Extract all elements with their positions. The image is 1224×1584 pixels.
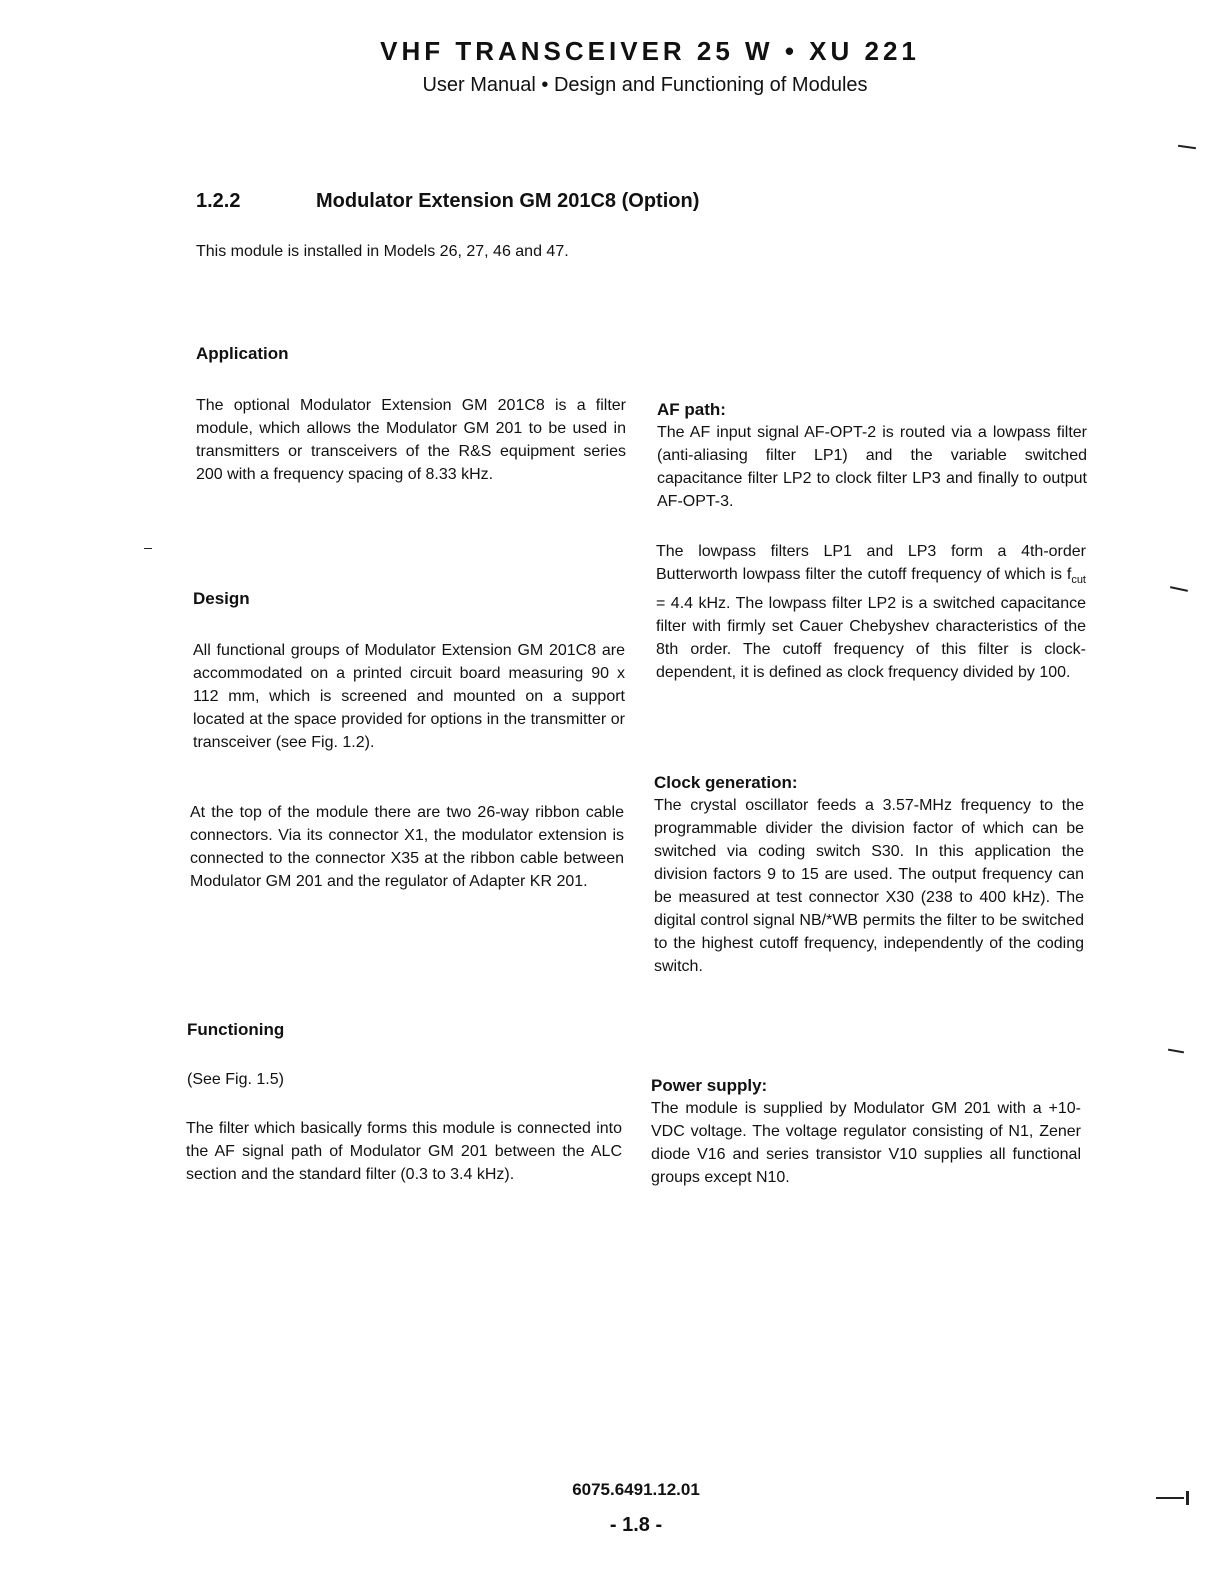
section-number: 1.2.2	[196, 190, 241, 212]
section-heading	[196, 190, 699, 213]
margin-mark	[1156, 1497, 1184, 1499]
page-number: - 1.8 -	[609, 1514, 663, 1536]
lowpass-paragraph	[656, 540, 1086, 684]
power-text: The module is supplied by Modulator GM 201 with a +10-VDC voltage. The voltage regulator consisting of N1, Zener diode V16 and series transistor V10 supplies all functional groups except N10.	[651, 1100, 1081, 1186]
margin-mark	[144, 548, 152, 549]
af-path-heading: AF path:	[657, 400, 726, 419]
section-intro: This module is installed in Models 26, 27, 46 and 47.	[196, 243, 569, 260]
functioning-heading: Functioning	[187, 1020, 285, 1039]
clock-section	[654, 771, 1084, 978]
design-text-1: All functional groups of Modulator Extension GM 201C8 are accommodated on a printed circuit board measuring 90 x 112 mm, which is screened and mounted on a support located at the space provided for options in the transmitter or transceiver (see Fig. 1.2).	[193, 642, 625, 751]
power-section	[651, 1074, 1081, 1189]
lowpass-subscript: cut	[1071, 574, 1086, 587]
functioning-paragraph	[186, 1117, 622, 1186]
margin-mark	[1186, 1491, 1189, 1505]
document-subtitle: User Manual • Design and Functioning of Modules	[422, 74, 868, 96]
lowpass-text-a: The lowpass filters LP1 and LP3 form a 4th-order Butterworth lowpass filter the cutoff frequency of which is f	[656, 543, 1086, 583]
document-title: VHF TRANSCEIVER 25 W • XU 221	[380, 36, 920, 66]
margin-mark	[1178, 145, 1196, 149]
clock-heading: Clock generation:	[654, 773, 798, 792]
functioning-reference	[187, 1068, 621, 1091]
af-path-text: The AF input signal AF-OPT-2 is routed via a lowpass filter (anti-aliasing filter LP1) and the variable switched capacitance filter LP2 to clock filter LP3 and finally to output AF-OPT-3.	[657, 424, 1087, 510]
clock-text: The crystal oscillator feeds a 3.57-MHz frequency to the programmable divider the division factor of which can be switched via coding switch S30. In this application the division factors 9 to 15 are used. The output frequency can be measured at test connector X30 (238 to 400 kHz). The digital control signal NB/*WB permits the filter to be switched to the highest cutoff frequency, independently of the coding switch.	[654, 797, 1084, 975]
functioning-text: The filter which basically forms this module is connected into the AF signal path of Modulator GM 201 between the ALC section and the standard filter (0.3 to 3.4 kHz).	[186, 1120, 622, 1183]
design-paragraph-1	[193, 639, 625, 754]
application-text: The optional Modulator Extension GM 201C8 is a filter module, which allows the Modulator GM 201 to be used in transmitters or transceivers of the R&S equipment series 200 with a frequency spacing of 8.33 kHz.	[196, 397, 626, 483]
power-heading: Power supply:	[651, 1076, 768, 1095]
document-code: 6075.6491.12.01	[572, 1480, 700, 1499]
design-text-2: At the top of the module there are two 26-way ribbon cable connectors. Via its connector X1, the modulator extension is connected to the connector X35 at the ribbon cable between Modulator GM 201 and the regulator of Adapter KR 201.	[190, 804, 624, 890]
af-path-section	[657, 398, 1087, 513]
functioning-ref-text: (See Fig. 1.5)	[187, 1071, 284, 1088]
lowpass-section	[656, 540, 1086, 684]
application-paragraph	[196, 394, 626, 486]
design-paragraph-2	[190, 801, 624, 893]
application-heading: Application	[196, 344, 289, 363]
design-heading: Design	[193, 589, 250, 608]
margin-mark	[1170, 586, 1188, 592]
margin-mark	[1168, 1049, 1184, 1054]
section-title: Modulator Extension GM 201C8 (Option)	[316, 190, 700, 212]
lowpass-text-b: = 4.4 kHz. The lowpass filter LP2 is a switched capacitance filter with firmly set Cauer Chebyshev characteristics of the 8th order. The cutoff frequency of this filter is clock-dependent, it is defined as clock frequency divided by 100.	[656, 595, 1086, 682]
